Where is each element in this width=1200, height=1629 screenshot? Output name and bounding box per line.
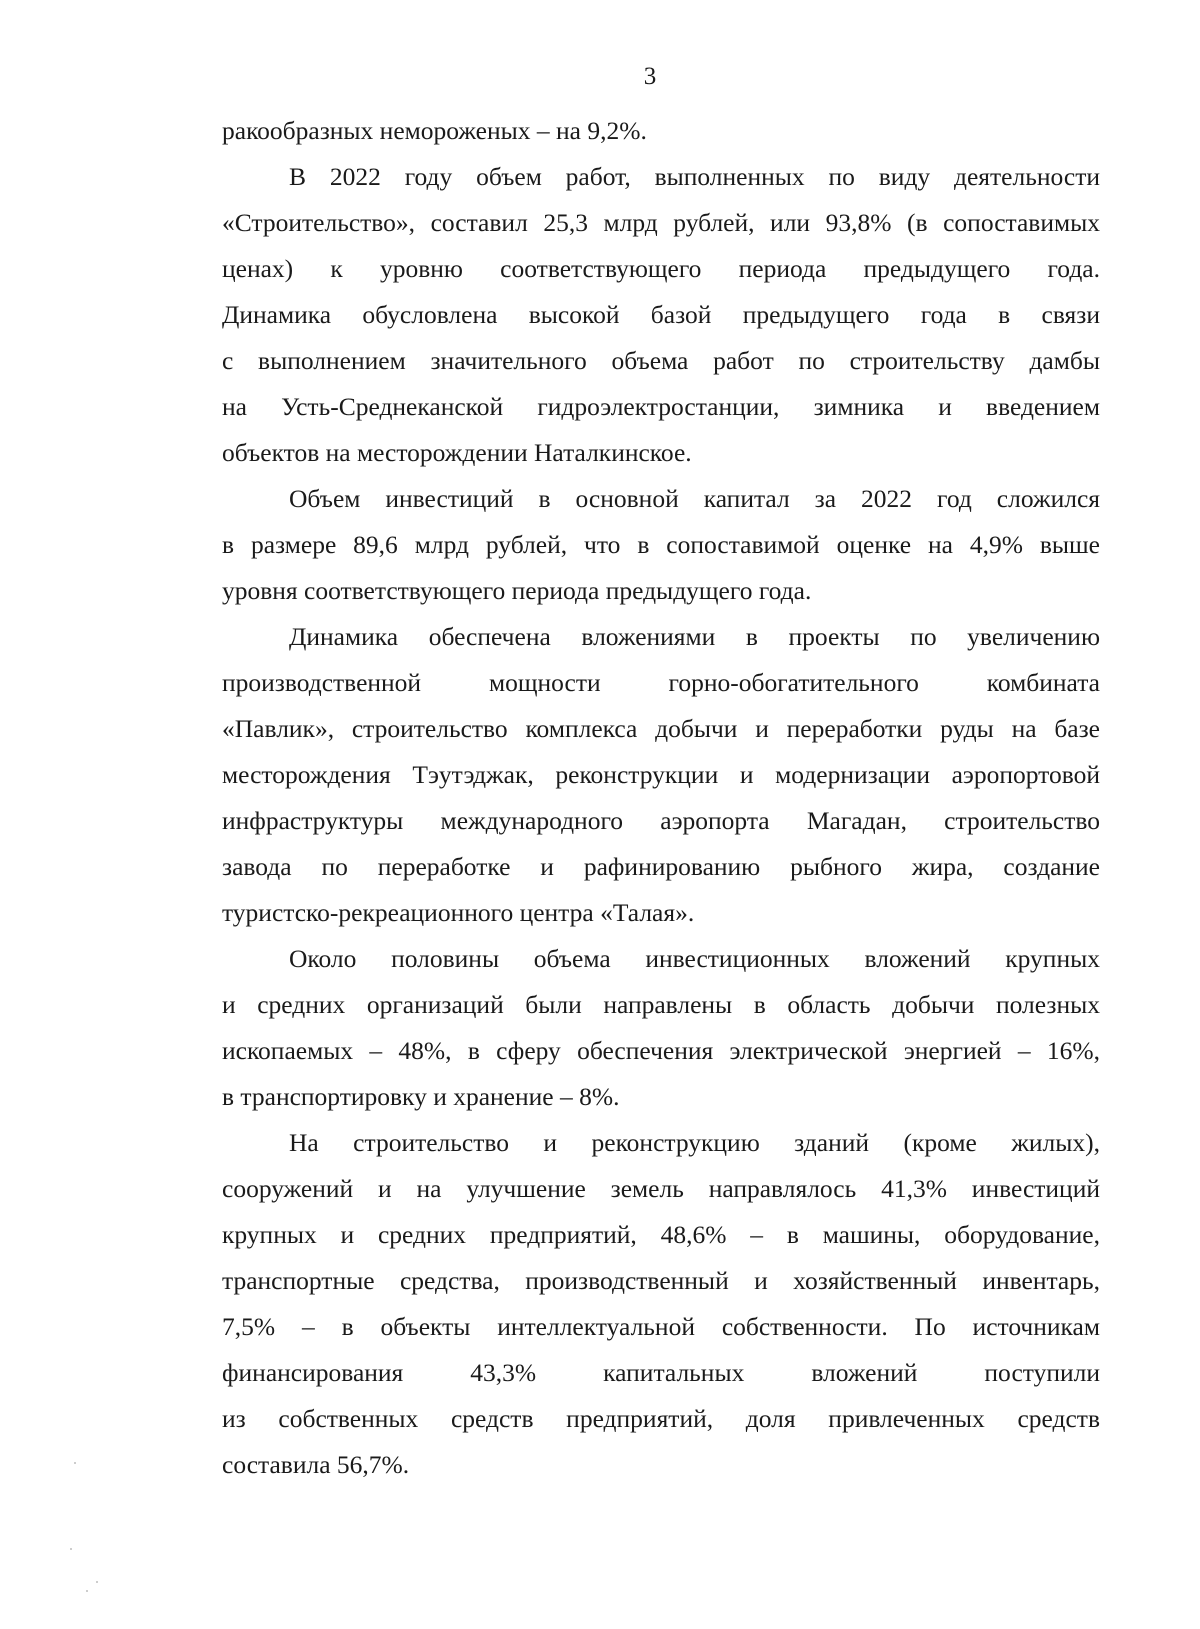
text-line: завода по переработке и рафинированию рыбного жира, создание [222,852,1100,881]
text-line: на Усть-Среднеканской гидроэлектростанции, зимника и введением [222,392,1100,421]
text-line: крупных и средних предприятий, 48,6% – в машины, оборудование, [222,1220,1100,1249]
text-line: месторождения Тэутэджак, реконструкции и модернизации аэропортовой [222,760,1100,789]
text-line: с выполнением значительного объема работ по строительству дамбы [222,346,1100,375]
scan-speck [96,1581,98,1583]
text-line: ракообразных немороженых – на 9,2%. [222,116,647,145]
text-line: Динамика обеспечена вложениями в проекты по увеличению [289,622,1100,651]
text-line: финансирования 43,3% капитальных вложений поступили [222,1358,1100,1387]
text-line: производственной мощности горно-обогатительного комбината [222,668,1100,697]
text-line: инфраструктуры международного аэропорта Магадан, строительство [222,806,1100,835]
document-body [222,108,1100,1488]
paragraph [222,108,1100,154]
text-line: в транспортировку и хранение – 8%. [222,1082,620,1111]
text-line: составила 56,7%. [222,1450,410,1479]
text-line: туристско-рекреационного центра «Талая». [222,898,695,927]
text-line: сооружений и на улучшение земель направлялось 41,3% инвестиций [222,1174,1100,1203]
text-line: Динамика обусловлена высокой базой предыдущего года в связи [222,300,1100,329]
text-line: На строительство и реконструкцию зданий (кроме жилых), [289,1128,1100,1157]
paragraph [222,476,1100,614]
scan-speck [74,1462,76,1464]
text-line: уровня соответствующего периода предыдущего года. [222,576,812,605]
scan-speck [70,1548,72,1550]
page-number: 3 [643,63,657,90]
text-line: 7,5% – в объекты интеллектуальной собственности. По источникам [222,1312,1100,1341]
text-line: и средних организаций были направлены в область добычи полезных [222,990,1100,1019]
paragraph [222,614,1100,936]
text-line: объектов на месторождении Наталкинское. [222,438,692,467]
text-line: Около половины объема инвестиционных вложений крупных [289,944,1100,973]
paragraph [222,1120,1100,1488]
paragraph [222,154,1100,476]
text-line: ценах) к уровню соответствующего периода предыдущего года. [222,254,1100,283]
text-line: «Павлик», строительство комплекса добычи и переработки руды на базе [222,714,1100,743]
text-line: ископаемых – 48%, в сферу обеспечения электрической энергией – 16%, [222,1036,1100,1065]
text-line: транспортные средства, производственный и хозяйственный инвентарь, [222,1266,1100,1295]
scan-speck [86,1590,88,1592]
text-line: Объем инвестиций в основной капитал за 2022 год сложился [289,484,1100,513]
text-line: из собственных средств предприятий, доля привлеченных средств [222,1404,1100,1433]
text-line: В 2022 году объем работ, выполненных по виду деятельности [289,162,1100,191]
paragraph [222,936,1100,1120]
text-line: «Строительство», составил 25,3 млрд рублей, или 93,8% (в сопоставимых [222,208,1100,237]
text-line: в размере 89,6 млрд рублей, что в сопоставимой оценке на 4,9% выше [222,530,1100,559]
